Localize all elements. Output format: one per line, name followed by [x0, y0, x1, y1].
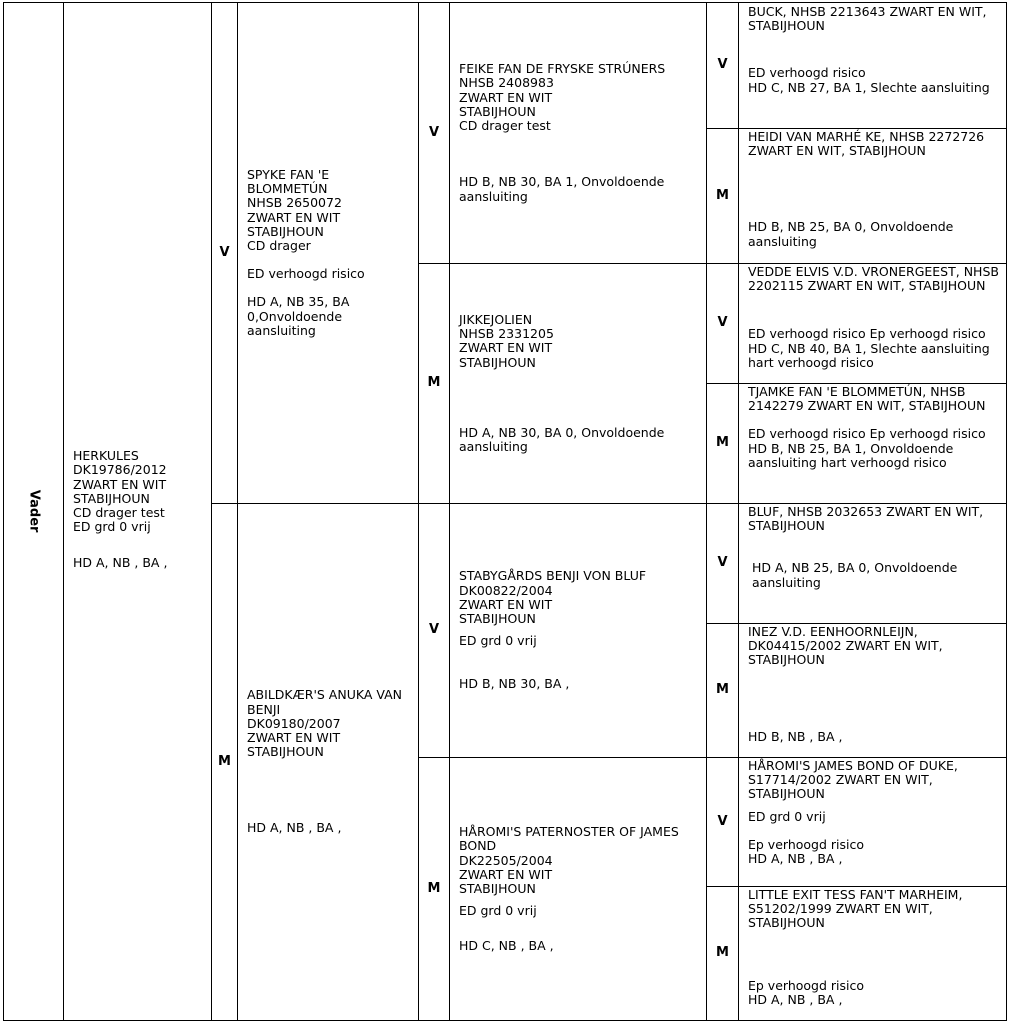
gen3-cell — [738, 757, 1007, 887]
gen2-info — [459, 313, 700, 454]
gen2-hd: HD C, NB , BA , — [459, 937, 554, 953]
side-label: Vader — [26, 490, 42, 533]
gen2-breed: STABIJHOUN — [459, 881, 536, 897]
gen3-sex-m: M — [716, 682, 729, 698]
gen1-father-reg: NHSB 2650072 — [247, 195, 342, 211]
gen3-hd: HD B, NB , BA , — [748, 728, 843, 744]
gen2-sex-m: M — [427, 375, 441, 391]
gen3-sex-cell — [706, 2, 739, 129]
gen3-risk: Ep verhoogd risico — [748, 836, 864, 852]
gen2-name: JIKKEJOLIEN — [459, 311, 533, 327]
gen2-sex-cell — [418, 757, 450, 1021]
gen2-sex-m: M — [427, 880, 441, 896]
gen1-mother-info — [247, 688, 412, 835]
gen2-sex-v: V — [428, 124, 440, 140]
gen2-color: ZWART EN WIT — [459, 866, 553, 882]
gen3-cell — [738, 503, 1007, 624]
gen2-name: STABYGÅRDS BENJI VON BLUF — [459, 568, 647, 584]
gen2-hd: HD A, NB 30, BA 0, Onvoldoende aansluiting — [459, 424, 665, 454]
gen1-mother-reg: DK09180/2007 — [247, 715, 341, 731]
side-label-cell — [3, 2, 64, 1021]
gen1-mother-breed: STABIJHOUN — [247, 744, 324, 760]
gen3-risk: Ep verhoogd risico — [748, 977, 864, 993]
gen1-father-name: SPYKE FAN 'E BLOMMETÚN — [247, 166, 330, 197]
gen2-info — [459, 62, 700, 203]
gen3-hd: HD B, NB 25, BA 0, Onvoldoende aansluiting — [748, 219, 954, 249]
gen1-father-cell — [237, 2, 419, 504]
gen3-sex-m: M — [716, 435, 729, 451]
gen3-name: BUCK, NHSB 2213643 ZWART EN WIT, STABIJHOUN — [748, 4, 987, 34]
gen2-hd: HD B, NB 30, BA 1, Onvoldoende aansluiting — [459, 174, 665, 204]
gen3-name: LITTLE EXIT TESS FAN'T MARHEIM, S51202/1999 ZWART EN WIT, STABIJHOUN — [748, 887, 963, 931]
gen2-sex-cell — [418, 503, 450, 758]
gen2-breed: STABIJHOUN — [459, 611, 536, 626]
dog-breed: STABIJHOUN — [73, 490, 150, 506]
gen2-breed: STABIJHOUN — [459, 103, 536, 119]
gen3-sex-cell — [706, 503, 739, 624]
gen1-father-info — [247, 168, 412, 338]
gen1-father-breed: STABIJHOUN — [247, 223, 324, 239]
gen1-sex-cell — [211, 503, 238, 1021]
gen2-name: HÅROMI'S PATERNOSTER OF JAMES BOND — [459, 824, 679, 854]
gen3-cell — [738, 128, 1007, 264]
gen3-hd: HD A, NB , BA , — [748, 991, 843, 1007]
gen3-ed: ED grd 0 vrij — [748, 808, 826, 824]
gen2-color: ZWART EN WIT — [459, 89, 553, 105]
dog-color: ZWART EN WIT — [73, 476, 167, 492]
gen3-cell — [738, 886, 1007, 1021]
gen1-father-risk: ED verhoogd risico — [247, 266, 365, 282]
gen3-name: HEIDI VAN MARHÉ KE, NHSB 2272726 ZWART EN WIT, STABIJHOUN — [748, 129, 985, 159]
gen1-mother-cell — [237, 503, 419, 1021]
gen3-cell — [738, 623, 1007, 758]
gen3-cell — [738, 263, 1007, 384]
gen1-father-color: ZWART EN WIT — [247, 209, 341, 225]
gen1-sex-m: M — [218, 753, 231, 769]
gen2-reg: NHSB 2331205 — [459, 326, 554, 342]
dog-ed: ED grd 0 vrij — [73, 519, 151, 535]
dog-hd: HD A, NB , BA , — [73, 554, 168, 570]
gen3-sex-cell — [706, 886, 739, 1021]
gen3-sex-v: V — [717, 813, 728, 829]
gen3-hd: HD C, NB 27, BA 1, Slechte aansluiting — [748, 79, 990, 95]
gen2-sex-cell — [418, 2, 450, 264]
gen3-risk: ED verhoogd risico Ep verhoogd risico — [748, 326, 986, 342]
gen2-breed: STABIJHOUN — [459, 354, 536, 370]
gen3-cell — [738, 2, 1007, 129]
gen2-ed: ED grd 0 vrij — [459, 903, 537, 919]
gen2-cell — [449, 2, 707, 264]
gen3-name: BLUF, NHSB 2032653 ZWART EN WIT, STABIJHOUN — [748, 504, 984, 534]
gen3-name: TJAMKE FAN 'E BLOMMETÚN, NHSB 2142279 ZWART EN WIT, STABIJHOUN — [748, 384, 986, 414]
gen3-hd: HD B, NB 25, BA 1, Onvoldoende aansluiting hart verhoogd risico — [748, 440, 954, 470]
gen2-info — [459, 569, 700, 691]
gen2-reg: NHSB 2408983 — [459, 75, 554, 91]
gen2-reg: DK00822/2004 — [459, 582, 553, 598]
gen1-mother-color: ZWART EN WIT — [247, 730, 341, 745]
gen3-hd: HD A, NB , BA , — [748, 851, 843, 867]
gen3-sex-cell — [706, 757, 739, 887]
gen2-sex-v: V — [428, 622, 440, 638]
gen3-cell — [738, 383, 1007, 504]
gen3-sex-m: M — [716, 187, 729, 203]
main-dog-info — [73, 449, 205, 569]
main-dog-cell — [63, 2, 212, 1021]
gen3-sex-cell — [706, 623, 739, 758]
dog-test: CD drager test — [73, 505, 165, 521]
dog-reg: DK19786/2012 — [73, 462, 167, 478]
gen3-sex-cell — [706, 383, 739, 504]
dog-name: HERKULES — [73, 448, 139, 464]
gen2-cell — [449, 503, 707, 758]
gen1-father-test: CD drager — [247, 238, 311, 253]
gen2-sex-cell — [418, 263, 450, 504]
gen3-sex-cell — [706, 263, 739, 384]
gen1-sex-cell — [211, 2, 238, 504]
gen3-name: HÅROMI'S JAMES BOND OF DUKE, S17714/2002 ZWART EN WIT, STABIJHOUN — [748, 758, 958, 802]
gen3-sex-cell — [706, 128, 739, 264]
gen1-mother-name: ABILDKÆR'S ANUKA VAN BENJI — [247, 687, 403, 717]
gen3-hd: HD A, NB 25, BA 0, Onvoldoende aansluiting — [752, 560, 958, 590]
gen1-sex-v: V — [219, 244, 230, 260]
gen3-risk: ED verhoogd risico Ep verhoogd risico — [748, 426, 986, 442]
gen1-mother-hd: HD A, NB , BA , — [247, 820, 342, 836]
gen2-color: ZWART EN WIT — [459, 340, 553, 356]
gen2-color: ZWART EN WIT — [459, 596, 553, 612]
gen2-cell — [449, 757, 707, 1021]
gen3-name: VEDDE ELVIS V.D. VRONERGEEST, NHSB 2202115 ZWART EN WIT, STABIJHOUN — [748, 264, 999, 294]
gen3-name: INEZ V.D. EENHOORNLEIJN, DK04415/2002 ZWART EN WIT, STABIJHOUN — [748, 624, 943, 668]
gen3-risk: ED verhoogd risico — [748, 65, 866, 81]
gen2-name: FEIKE FAN DE FRYSKE STRÚNERS — [459, 61, 666, 77]
gen3-hd: HD C, NB 40, BA 1, Slechte aansluiting hart verhoogd risico — [748, 340, 990, 370]
gen3-sex-v: V — [717, 57, 728, 73]
gen3-sex-v: V — [717, 555, 728, 571]
gen2-ed: ED grd 0 vrij — [459, 633, 537, 649]
gen2-info — [459, 825, 700, 952]
gen3-sex-v: V — [717, 315, 728, 331]
gen1-father-hd: HD A, NB 35, BA 0,Onvoldoende aansluiting — [247, 294, 350, 338]
gen3-sex-m: M — [716, 945, 729, 961]
gen2-cell — [449, 263, 707, 504]
gen2-hd: HD B, NB 30, BA , — [459, 676, 570, 692]
gen2-reg: DK22505/2004 — [459, 852, 553, 868]
gen2-test: CD drager test — [459, 118, 551, 134]
